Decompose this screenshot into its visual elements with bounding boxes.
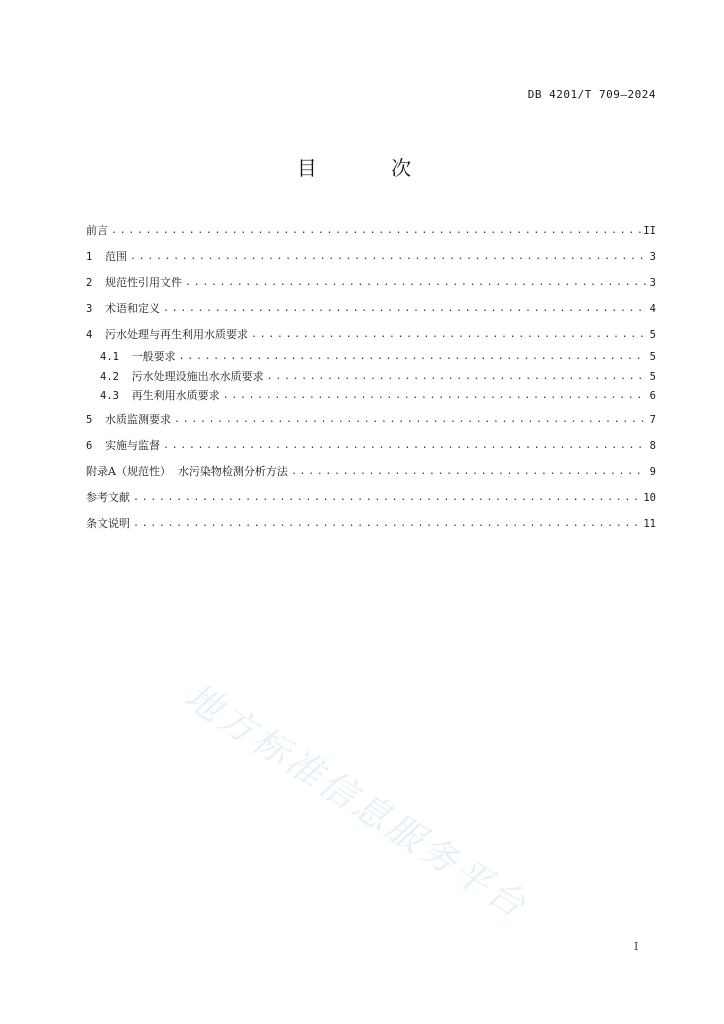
standard-code: DB 4201/T 709—2024	[527, 88, 656, 101]
toc-leader-dots	[179, 350, 646, 364]
toc-entry-number: 5	[86, 413, 105, 426]
toc-entry-page: 5	[649, 329, 656, 341]
toc-entry-label: 污水处理与再生利用水质要求	[104, 328, 248, 341]
toc-entry-number: 4	[86, 329, 105, 341]
toc-entry-page: 10	[643, 491, 656, 504]
toc-entry-label: 附录A（规范性） 水污染物检测分析方法	[86, 464, 288, 478]
toc-leader-dots	[163, 302, 646, 316]
toc-entry-page: 5	[649, 351, 656, 363]
toc-entry-number: 3	[86, 303, 105, 315]
toc-entry[interactable]	[86, 322, 656, 342]
toc-entry-label: 条文说明	[86, 516, 130, 530]
toc-subentry[interactable]	[86, 368, 656, 384]
toc-entry-number: 4.2	[100, 370, 132, 383]
toc-subentry[interactable]	[86, 387, 656, 403]
page-title: 目 次	[296, 156, 446, 180]
toc-entry-label: 范围	[104, 250, 127, 263]
toc-entry-number: 6	[86, 439, 105, 452]
toc-leader-dots	[163, 439, 646, 453]
toc-leader-dots	[223, 389, 646, 403]
toc-entry-label: 术语和定义	[104, 302, 160, 315]
toc-leader-dots	[291, 465, 646, 479]
toc-entry-number: 4.1	[100, 351, 132, 363]
toc-leader-dots	[174, 413, 646, 427]
toc-entry-label: 再生利用水质要求	[131, 389, 220, 402]
toc-entry[interactable]	[86, 459, 656, 479]
toc-entry-page: 9	[649, 465, 656, 478]
toc-entry[interactable]	[86, 244, 656, 264]
toc-entry-page: II	[643, 225, 656, 237]
toc-entry-page: 11	[643, 517, 656, 530]
toc-entry[interactable]	[86, 270, 656, 290]
watermark: 地方标准信息服务平台	[177, 675, 536, 929]
toc-entry-label: 一般要求	[131, 350, 176, 363]
toc-entry-page: 8	[649, 439, 656, 452]
toc-entry-page: 4	[649, 303, 656, 315]
toc-entry[interactable]	[86, 485, 656, 505]
toc-leader-dots	[267, 370, 646, 384]
toc-entry-label: 规范性引用文件	[104, 276, 182, 289]
toc-subentry[interactable]	[86, 348, 656, 364]
toc-leader-dots	[133, 517, 641, 531]
toc-entry[interactable]	[86, 511, 656, 531]
table-of-contents	[86, 218, 656, 537]
toc-leader-dots	[111, 224, 641, 238]
toc-entry[interactable]	[86, 407, 656, 427]
toc-entry[interactable]	[86, 296, 656, 316]
toc-entry-number: 4.3	[100, 390, 132, 402]
toc-entry-label: 污水处理设施出水水质要求	[131, 369, 264, 383]
toc-entry-page: 3	[649, 277, 656, 289]
toc-entry-label: 实施与监督	[104, 438, 160, 452]
toc-entry-number: 1	[86, 251, 105, 263]
toc-entry-page: 3	[649, 251, 656, 263]
toc-leader-dots	[185, 276, 646, 290]
page-number: I	[634, 940, 639, 953]
toc-entry-page: 6	[649, 390, 656, 402]
toc-entry-page: 5	[649, 370, 656, 383]
toc-entry-number: 2	[86, 277, 105, 289]
toc-leader-dots	[133, 491, 641, 505]
toc-entry[interactable]	[86, 218, 656, 238]
toc-leader-dots	[251, 328, 646, 342]
toc-entry[interactable]	[86, 433, 656, 453]
toc-entry-label: 前言	[86, 224, 108, 237]
toc-leader-dots	[130, 250, 646, 264]
toc-entry-label: 水质监测要求	[104, 412, 171, 426]
toc-entry-label: 参考文献	[86, 490, 130, 504]
toc-entry-page: 7	[649, 413, 656, 426]
